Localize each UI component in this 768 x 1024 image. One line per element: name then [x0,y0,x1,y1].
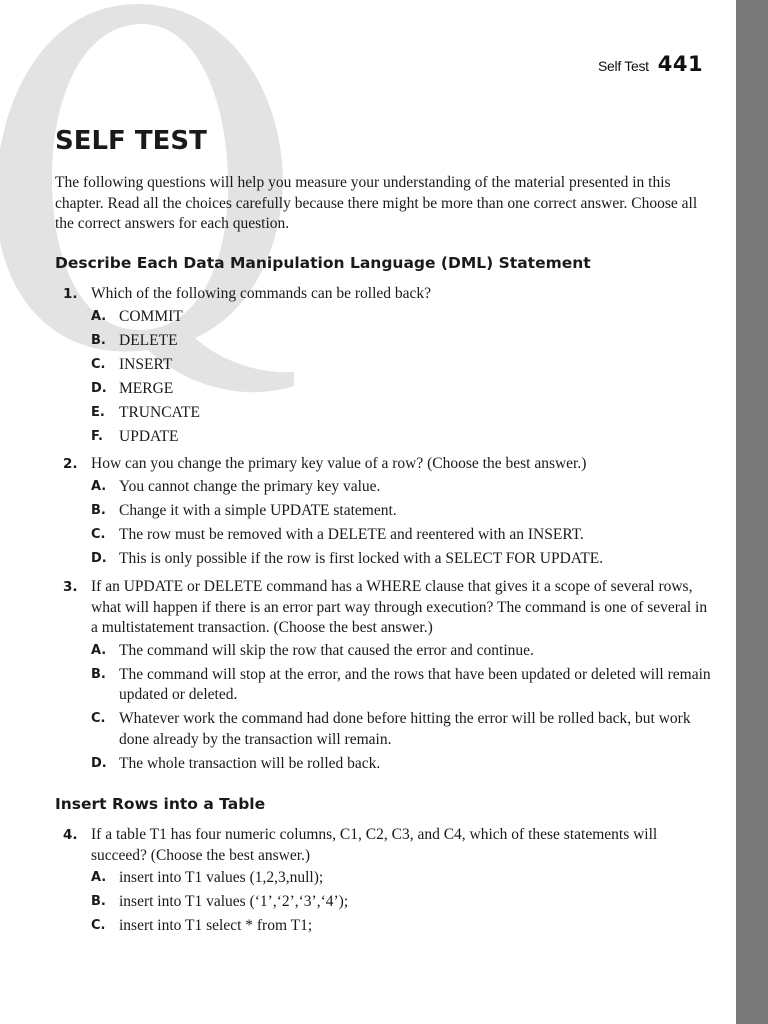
question-number: 3. [63,579,78,595]
question-text: How can you change the primary key value of a row? (Choose the best answer.) [91,455,587,472]
option-a [63,868,713,889]
option-text: insert into T1 values (‘1’,‘2’,‘3’,‘4’); [119,893,349,910]
option-letter: E. [91,404,105,420]
running-head-label: Self Test [598,58,649,74]
option-letter: B. [91,666,106,682]
section-heading-insert: Insert Rows into a Table [55,795,266,813]
option-d [63,379,713,400]
option-text: DELETE [119,331,178,349]
option-letter: B. [91,894,106,909]
option-f [63,427,713,448]
option-c [63,709,713,750]
question-3 [63,577,713,778]
option-letter: C. [91,526,106,542]
option-text: The command will skip the row that caused the error and continue. [119,641,534,659]
option-letter: A. [91,870,107,885]
option-text: Change it with a simple UPDATE statement. [119,501,397,519]
page-title: SELF TEST [55,126,207,156]
question-2 [63,454,713,573]
option-a [63,477,713,498]
question-4 [63,825,713,940]
page-number: 441 [657,52,704,76]
option-letter: A. [91,642,107,658]
option-c [63,525,713,546]
question-number: 4. [63,827,78,843]
option-text: COMMIT [119,307,183,325]
option-text: You cannot change the primary key value. [119,477,381,495]
option-text: insert into T1 select * from T1; [119,917,313,934]
option-text: TRUNCATE [119,403,200,421]
option-letter: A. [91,308,107,324]
option-b [63,331,713,352]
option-letter: F. [91,428,103,444]
option-b [63,892,713,913]
question-number: 2. [63,456,78,472]
option-c [63,355,713,376]
option-letter: D. [91,550,107,566]
option-letter: C. [91,356,106,372]
option-letter: C. [91,918,106,933]
option-text: The command will stop at the error, and the rows that have been updated or deleted will remain updated or deleted. [119,665,711,703]
option-b [63,665,713,706]
option-c [63,916,713,937]
question-text: If a table T1 has four numeric columns, C1, C2, C3, and C4, which of these statements will succeed? (Choose the best answer.) [91,826,658,864]
option-text: Whatever work the command had done before hitting the error will be rolled back, but work done already by the transaction will remain. [119,710,691,748]
option-text: INSERT [119,355,173,373]
option-letter: D. [91,755,107,771]
question-text: If an UPDATE or DELETE command has a WHERE clause that gives it a scope of several rows, what will happen if there is an error part way through execution? The command is one of several in a multistatement transaction. (Choose the best answer.) [91,578,708,636]
option-a [63,641,713,662]
section-heading-dml: Describe Each Data Manipulation Language (DML) Statement [55,254,591,272]
option-text: insert into T1 values (1,2,3,null); [119,869,324,886]
option-letter: D. [91,380,107,396]
question-text: Which of the following commands can be rolled back? [91,285,432,302]
option-d [63,549,713,570]
option-d [63,754,713,775]
option-text: MERGE [119,379,174,397]
option-text: The row must be removed with a DELETE and reentered with an INSERT. [119,525,584,543]
running-head [598,52,703,78]
intro-paragraph: The following questions will help you measure your understanding of the material presented in this chapter. Read all the choices carefully because there might be more than one correct answer. Choose all the correct answers for each question. [55,174,698,232]
option-text: UPDATE [119,427,179,445]
option-letter: B. [91,502,106,518]
question-number: 1. [63,286,78,302]
question-1 [63,284,713,451]
option-b [63,501,713,522]
option-text: The whole transaction will be rolled back. [119,754,381,772]
option-a [63,307,713,328]
option-letter: A. [91,478,107,494]
option-letter: C. [91,711,106,726]
chapter-edge-bar [736,0,768,1024]
option-text: This is only possible if the row is first locked with a SELECT FOR UPDATE. [119,549,604,567]
option-e [63,403,713,424]
option-letter: B. [91,332,106,348]
